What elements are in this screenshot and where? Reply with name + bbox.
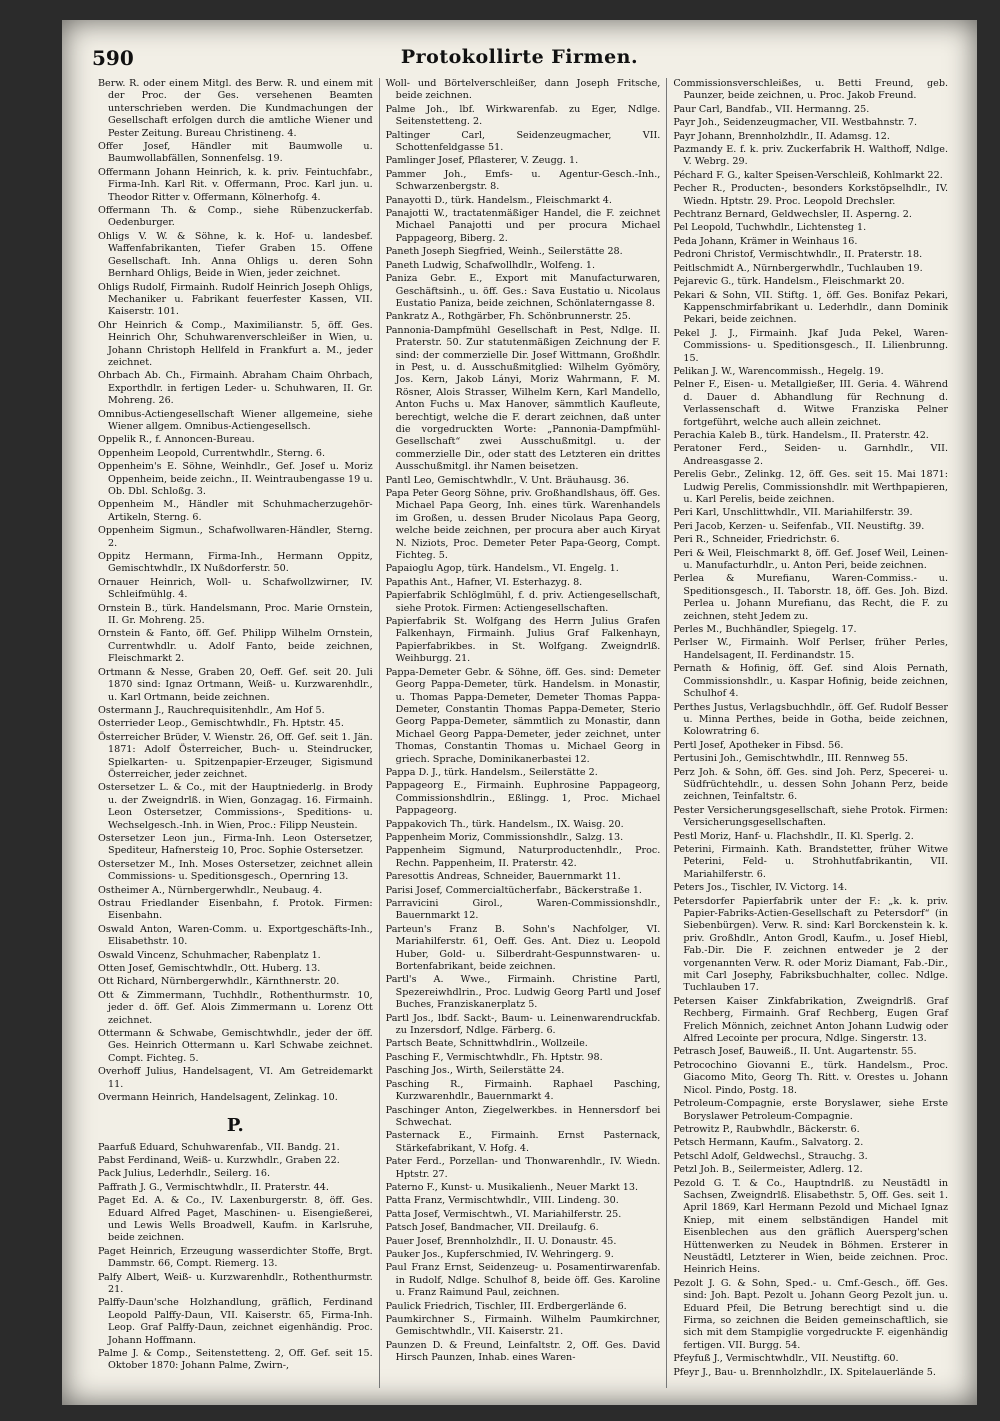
directory-entry: Offermann Th. & Comp., siehe Rübenzuckerfab. Oedenburger. — [98, 205, 373, 229]
directory-entry: Paterno F., Kunst- u. Musikalienh., Neuer Markt 13. — [385, 1181, 639, 1193]
directory-entry: Pauker Jos., Kupferschmied, IV. Wehringerg. 9. — [385, 1248, 614, 1260]
directory-entry: Petroleum-Compagnie, erste Boryslawer, siehe Erste Boryslawer Petroleum-Compagnie. — [673, 1098, 949, 1122]
directory-entry: Pack Julius, Lederhdlr., Seilerg. 16. — [98, 1168, 271, 1180]
directory-entry: Pauer Josef, Brennholzhdlr., II. U. Donaustr. 45. — [385, 1235, 617, 1247]
directory-entry: Pejarevic G., türk. Handelsm., Fleischmarkt 20. — [673, 276, 905, 288]
directory-entry: Pezold G. T. & Co., Hauptndrlß. zu Neustädtl in Sachsen, Zweigndrlß. Elisabethstr. 5, Off. Ges. seit 1. April 1869, Karl Hermann Pezold und Michael Ignaz Kniep, mit einem selbständigen Handel mit Eisenblechen aus den gräflich Auersperg'schen Hüttenwerken zu Neudek in Böhmen. Ersterer in Neustädtl, Letzterer in Wien, beide zeichnen. Proc. Heinrich Heins. — [673, 1177, 949, 1276]
directory-entry: Oswald Vincenz, Schuhmacher, Rabenplatz 1. — [98, 949, 321, 961]
directory-entry: Pazmandy E. f. k. priv. Zuckerfabrik H. Walthoff, Ndlge. V. Webrg. 29. — [673, 144, 949, 168]
directory-entry: Ohligs Rudolf, Firmainh. Rudolf Heinrich Joseph Ohligs, Mechaniker u. Fabrikant feuerfester Kassen, VII. Kaiserstr. 101. — [98, 281, 373, 318]
directory-entry: Paniza Gebr. E., Export mit Manufacturwaren, Geschäftsinh., u. öff. Ges.: Sava Eustatio u. Nicolaus Eustatio Paniza, beide zeichnen, Schönlaterngasse 8. — [385, 273, 661, 309]
directory-entry: Ostrau Friedlander Eisenbahn, f. Protok. Firmen: Eisenbahn. — [98, 898, 373, 922]
directory-entry: Palme J. & Comp., Seitenstetteng. 2, Off. Gef. seit 15. Oktober 1870: Johann Palme, Zwirn-, — [98, 1348, 373, 1372]
directory-entry: Overhoff Julius, Handelsagent, VI. Am Getreidemarkt 11. — [98, 1066, 373, 1090]
directory-entry: Otten Josef, Gemischtwhdlr., Ott. Huberg. 13. — [98, 963, 321, 975]
directory-entry: Petersdorfer Papierfabrik unter der F.: „k. k. priv. Papier-Fabriks-Actien-Gesellschaft zu Petersdorf“ (in Siebenbürgen). Verw. R. sind: Karl Borckenstein k. k. priv. Großhdlr., Anton Grodl, Kaufm., u. Josef Hiebl, Fab.-Dir. Die F. zeichnen entweder je 2 der vorgenannten Verw. R. oder Moriz Diamant, Fab.-Dir., mit Carl Josephy, Fabriksbuchhalter, collec. Ndlge. Tuchlauben 17. — [673, 895, 949, 994]
directory-entry: Partsch Beate, Schnittwhdlrin., Wollzeile. — [385, 1038, 588, 1050]
directory-entry: Perlea & Murefianu, Waren-Commiss.- u. Speditionsgesch., II. Taborstr. 18, öff. Ges. Joh. Bizd. Perlea u. Johann Murefianu, das Recht, die F. zu zeichnen, steht Jedem zu. — [673, 573, 949, 622]
directory-entry: Pasching F., Vermischtwhdlr., Fh. Hptstr. 98. — [385, 1051, 603, 1063]
directory-entry: Perlser W., Firmainh. Wolf Perlser, früher Perles, Handelsagent, II. Ferdinandstr. 15. — [673, 637, 949, 661]
directory-entry: Peri & Weil, Fleischmarkt 8, öff. Gef. Josef Weil, Leinen- u. Manufacturhdlr., u. Anton Peri, beide zeichnen. — [673, 547, 949, 572]
directory-entry: Oppenheim Leopold, Currentwhdlr., Sterng. 6. — [98, 447, 326, 459]
directory-entry: Ornstein & Fanto, öff. Gef. Philipp Wilhelm Ornstein, Currentwhdlr. u. Adolf Fanto, beide zeichnen, Fleischmarkt 2. — [98, 628, 373, 665]
directory-entry: Österreicher Brüder, V. Wienstr. 26, Off. Gef. seit 1. Jän. 1871: Adolf Österreicher, Buch- u. Steindrucker, Spielkarten- u. Spitzenpapier-Erzeuger, Sigismund Österreicher, jeder zeichnet. — [98, 731, 373, 780]
directory-entry: Peterini, Firmainh. Kath. Brandstetter, früher Witwe Peterini, Feld- u. Strohhutfabrikantin, VII. Mariahilferstr. 6. — [673, 843, 949, 880]
directory-entry: Papierfabrik Schlöglmühl, f. d. priv. Actiengesellschaft, siehe Protok. Firmen: Actiengesellschaften. — [385, 590, 661, 614]
directory-entry: Péchard F. G., kalter Speisen-Verschleiß, Kohlmarkt 22. — [673, 169, 943, 181]
directory-entry: Ostheimer A., Nürnbergerwhdlr., Neubaug. 4. — [98, 884, 323, 896]
directory-entry: Pappa-Demeter Gebr. & Söhne, öff. Ges. sind: Demeter Georg Pappa-Demeter, türk. Handelsm. in Monastir, u. Thomas Pappa-Demeter, Demeter Thomas Pappa-Demeter, Constantin Thomas Pappa-Demeter, Sterio Georg Pappa-Demeter, sämmtlich zu Monastir, dann Michael Georg Pappa-Demeter, jeder zeichnet, unter Thomas, Constantin Thomas u. Michael Georg in griech. Sprache, Dominikanerbastei 12. — [385, 666, 661, 765]
directory-entry: Pfeyr J., Bau- u. Brennholzhdlr., IX. Spitelauerlände 5. — [673, 1366, 936, 1378]
directory-entry: Palffy-Daun'sche Holzhandlung, gräflich, Ferdinand Leopold Palffy-Daun, VII. Kaiserstr. 65, Firma-Inh. Leop. Graf Palffy-Daun, zeichnet eigenhändig. Proc. Johann Hoffmann. — [98, 1297, 373, 1346]
directory-entry: Ortmann & Nesse, Graben 20, Oeff. Gef. seit 20. Juli 1870 sind: Ignaz Ortmann, Weiß- u. Kurzwarenhdlr., u. Karl Ortmann, beide zeichnen. — [98, 666, 373, 703]
directory-entry: Oppelik R., f. Annoncen-Bureau. — [98, 434, 255, 446]
directory-entry: Paffrath J. G., Vermischtwhdlr., II. Praterstr. 44. — [98, 1181, 329, 1193]
directory-entry: Paarfuß Eduard, Schuhwarenfab., VII. Bandg. 21. — [98, 1141, 340, 1153]
directory-entry: Oppenheim's E. Söhne, Weinhdlr., Gef. Josef u. Moriz Oppenheim, beide zeichn., II. Weintraubengasse 19 u. Ob. Dbl. Schloßg. 3. — [98, 461, 373, 497]
directory-entry: Perz Joh. & Sohn, öff. Ges. sind Joh. Perz, Specerei- u. Südfrüchtehdlr., u. dessen Sohn Johann Perz, beide zeichnen, Teinfaltstr. 6. — [673, 766, 949, 803]
directory-entry: Parisi Josef, Commercialtücherfabr., Bäckerstraße 1. — [385, 884, 642, 896]
directory-entry: Perelis Gebr., Zelinkg. 12, öff. Ges. seit 15. Mai 1871: Ludwig Perelis, Commissionshdlr. mit Werthpapieren, u. Karl Perelis, beide zeichnen. — [673, 469, 949, 505]
directory-entry: Petschl Adolf, Geldwechsl., Strauchg. 3. — [673, 1150, 868, 1162]
directory-entry: Oppenheim M., Händler mit Schuhmacherzugehör-Artikeln, Sterng. 6. — [98, 499, 373, 523]
directory-entry: Pertl Josef, Apotheker in Fibsd. 56. — [673, 739, 844, 751]
directory-entry: Palme Joh., lbf. Wirkwarenfab. zu Eger, Ndlge. Seitenstetteng. 2. — [385, 103, 661, 128]
directory-entry: Perachia Kaleb B., türk. Handelsm., II. Praterstr. 42. — [673, 429, 929, 441]
directory-entry: Pasternack E., Firmainh. Ernst Pasternack, Stärkefabrikant, V. Hofg. 4. — [385, 1130, 661, 1154]
directory-entry: Pekel J. J., Firmainh. Jkaf Juda Pekel, Waren-Commissions- u. Speditionsgesch., II. Lilienbrunng. 15. — [673, 327, 949, 364]
directory-entry: Payr Johann, Brennholzhdlr., II. Adamsg. 12. — [673, 130, 890, 142]
directory-entry: Ottermann & Schwabe, Gemischtwhdlr., jeder der öff. Ges. Heinrich Ottermann u. Karl Schwabe zeichnet. Compt. Fichteg. 5. — [98, 1028, 373, 1064]
directory-entry: Offermann Johann Heinrich, k. k. priv. Feintuchfabr., Firma-Inh. Karl Rit. v. Offermann, Proc. Karl jun. u. Theodor Ritter v. Offermann, Kölnerhofg. 4. — [98, 166, 373, 203]
directory-entry: Paunzen D. & Freund, Leinfaltstr. 2, Off. Ges. David Hirsch Paunzen, Inhab. eines Waren- — [385, 1339, 661, 1364]
directory-entry: Paneth Ludwig, Schafwollhdlr., Wolfeng. 1. — [385, 259, 596, 271]
directory-entry: Paget Ed. A. & Co., IV. Laxenburgerstr. 8, öff. Ges. Eduard Alfred Paget, Maschinen- u. Eisengießerei, und Lewis Wells Broadwell, Kaufm. in Karlsruhe, beide zeichnen. — [98, 1195, 373, 1244]
directory-entry: Paresottis Andreas, Schneider, Bauernmarkt 11. — [385, 871, 621, 883]
page-title: Protokollirte Firmen. — [400, 46, 639, 68]
directory-entry: Pamlinger Josef, Pflasterer, V. Zeugg. 1. — [385, 155, 579, 167]
directory-entry: Pechtranz Bernard, Geldwechsler, II. Asperng. 2. — [673, 209, 912, 221]
directory-entry: Paul Franz Ernst, Seidenzeug- u. Posamentirwarenfab. in Rudolf, Ndlge. Schulhof 8, beide öff. Ges. Karoline u. Franz Raimund Paul, zeichnen. — [385, 1262, 661, 1299]
section-letter-heading: P. — [226, 1114, 244, 1136]
directory-entry: Berw. R. oder einem Mitgl. des Berw. R. und einem mit der Proc. der Ges. versehenen Beamten unterschrieben werden. Die Kundmachungen der Gesellschaft erfolgen durch die amtliche Wiener und Pester Zeitung. Bureau Christineng. 4. — [98, 78, 373, 139]
directory-entry: Pelikan J. W., Warencommissh., Hegelg. 19. — [673, 365, 884, 377]
directory-entry: Payr Joh., Seidenzeugmacher, VII. Westbahnstr. 7. — [673, 117, 918, 129]
directory-entry: Perles M., Buchhändler, Spiegelg. 17. — [673, 624, 857, 636]
directory-entry: Pelner F., Eisen- u. Metallgießer, III. Geria. 4. Während d. Dauer d. Abhandlung für Rechnung d. Verlassenschaft d. Witwe Franziska Pelner fortgeführt, welche auch allein zeichnet. — [673, 379, 949, 428]
directory-entry: Patsch Josef, Bandmacher, VII. Dreilaufg. 6. — [385, 1222, 599, 1234]
directory-entry: Petersen Kaiser Zinkfabrikation, Zweigndrlß. Graf Rechberg, Firmainh. Graf Rechberg, Eugen Graf Frelich Mönnich, zeichnet Anton Johann Ludwig oder Alfred Lecointe per procura, Ndlge. Singerstr. 13. — [673, 995, 949, 1045]
directory-entry: Pfeyfuß J., Vermischtwhdlr., VII. Neustiftg. 60. — [673, 1353, 899, 1365]
directory-entry: Ohligs V. W. & Söhne, k. k. Hof- u. landesbef. Waffenfabrikanten, Tiefer Graben 15. Offene Gesellschaft. Inh. Anna Ohligs u. deren Sohn Bernhard Ohligs, Beide in Wien, jeder zeichnet. — [98, 230, 373, 280]
directory-entry: Partl Jos., lbdf. Sackt-, Baum- u. Leinenwarendruckfab. zu Inzersdorf, Ndlge. Färberg. 6. — [385, 1012, 661, 1037]
directory-entry: Oswald Anton, Waren-Comm. u. Exportgeschäfts-Inh., Elisabethstr. 10. — [98, 923, 373, 948]
directory-entry: Pabst Ferdinand, Weiß- u. Kurzwhdlr., Graben 22. — [98, 1154, 340, 1166]
directory-entry: Peri Jacob, Kerzen- u. Seifenfab., VII. Neustiftg. 39. — [673, 520, 925, 532]
directory-entry: Oppenheim Sigmun., Schafwollwaren-Händler, Sterng. 2. — [98, 525, 373, 549]
directory-entry: Papierfabrik St. Wolfgang des Herrn Julius Grafen Falkenhayn, Firmainh. Julius Graf Falkenhayn, Papierfabrikbes. in St. Wolfgang. Zweigndrlß. Weihburgg. 21. — [385, 616, 661, 665]
page-header — [62, 40, 977, 80]
directory-entry: Perthes Justus, Verlagsbuchhdlr., öff. Gef. Rudolf Besser u. Minna Perthes, beide in Gotha, beide zeichnen, Kolowratring 6. — [673, 701, 949, 738]
directory-entry: Pedroni Christof, Vermischtwhdlr., II. Praterstr. 18. — [673, 249, 923, 261]
directory-entry: Ott & Zimmermann, Tuchhdlr., Rothenthurmstr. 10, jeder d. öff. Gef. Alois Zimmermann u. Lorenz Ott zeichnet. — [98, 989, 373, 1026]
directory-entry: Paur Carl, Bandfab., VII. Hermanng. 25. — [673, 103, 870, 115]
directory-entry: Petrasch Josef, Bauweiß., II. Unt. Augartenstr. 55. — [673, 1046, 917, 1058]
directory-entry: Pappakovich Th., türk. Handelsm., IX. Waisg. 20. — [385, 818, 624, 830]
directory-entry: Pammer Joh., Emfs- u. Agentur-Gesch.-Inh., Schwarzenbergstr. 8. — [385, 168, 661, 193]
directory-entry: Offer Josef, Händler mit Baumwolle u. Baumwollabfällen, Sonnenfelsg. 19. — [98, 141, 373, 165]
directory-entry: Omnibus-Actiengesellschaft Wiener allgemeine, siehe Wiener allgem. Omnibus-Actiengesellsch. — [98, 408, 373, 432]
directory-entry: Paumkirchner S., Firmainh. Wilhelm Paumkirchner, Gemischtwhdlr., VII. Kaiserstr. 21. — [385, 1314, 661, 1338]
column-middle — [379, 78, 667, 1388]
directory-entry: Petrowitz P., Raubwhdlr., Bäckerstr. 6. — [673, 1123, 860, 1135]
directory-entry: Pezolt J. G. & Sohn, Sped.- u. Cmf.-Gesch., öff. Ges. sind: Joh. Bapt. Pezolt u. Johann Georg Pezolt jun. u. Eduard Pfeil, Die Betrung berechtigt sind u. die Firma, so zeichnen die Beiden gemeinschaftlich, sie sich mit dem Stampiglie vorgedruckte F. eigenhändig fertigen. VII. Burgg. 54. — [673, 1277, 949, 1351]
directory-entry: Partl's A. Wwe., Firmainh. Christine Partl, Spezereiwhdlrin., Proc. Ludwig Georg Partl und Josef Buches, Franziskanerplatz 5. — [385, 974, 661, 1011]
directory-entry: Pasching R., Firmainh. Raphael Pasching, Kurzwarenhdlr., Bauernmarkt 4. — [385, 1078, 661, 1103]
directory-entry: Ostersetzer L. & Co., mit der Hauptniederlg. in Brody u. der Zweigndrlß. in Wien, Gonzagag. 16. Firmainh. Leon Ostersetzer, Commissions-, Speditions- u. Wechselgesch.-Inh. in Wien, Proc.: Filipp Neustein. — [98, 782, 373, 831]
directory-entry: Paulick Friedrich, Tischler, III. Erdbergerlände 6. — [385, 1300, 627, 1312]
directory-entry: Peri Karl, Unschlittwhdlr., VII. Mariahilferstr. 39. — [673, 507, 913, 519]
directory-entry: Commissionsverschleißes, u. Betti Freund, geb. Paunzer, beide zeichnen, u. Proc. Jakob Freund. — [673, 78, 949, 102]
directory-entry: Peri R., Schneider, Friedrichstr. 6. — [673, 534, 840, 546]
column-right — [666, 78, 954, 1388]
directory-entry: Petzl Joh. B., Seilermeister, Adlerg. 12. — [673, 1164, 863, 1176]
directory-entry: Paneth Joseph Siegfried, Weinh., Seilerstätte 28. — [385, 246, 623, 258]
directory-entry: Ohr Heinrich & Comp., Maximilianstr. 5, öff. Ges. Heinrich Ohr, Schuhwarenverschleißer in Wien, u. Johann Christoph Hellfeld in Frankfurt a. M., jeder zeichnet. — [98, 319, 373, 368]
directory-entry: Pannonia-Dampfmühl Gesellschaft in Pest, Ndlge. II. Praterstr. 50. Zur statutenmäßigen Zeichnung der F. sind: der commerzielle Dir. Josef Wittmann, Großhdlr. in Pest, u. d. Ausschußmitglied: Wilhelm Gyömöry, Jos. Kern, Jakob Lányi, Moriz Wahrmann, F. M. Rösner, Alois Strasser, Wilhelm Kern, Karl Mandello, Anton Fuchs u. Max Hanover, sämmtlich Kaufleute, berechtigt, welche die F. derart zeichnen, daß unter die vorgedruckten Worte: „Pannonia-Dampfmühl-Gesellschaft“ zwei Ausschußmitgl. u. der commerzielle Dir., oder statt des Letzteren ein drittes Ausschußmitgl. ihr Namen beisetzen. — [385, 324, 661, 473]
directory-entry: Papathis Ant., Hafner, VI. Esterhazyg. 8. — [385, 576, 583, 588]
directory-entry: Pankratz A., Rothgärber, Fh. Schönbrunnerstr. 25. — [385, 311, 631, 323]
directory-entry: Ornstein B., türk. Handelsmann, Proc. Marie Ornstein, II. Gr. Mohreng. 25. — [98, 602, 373, 627]
directory-entry: Peters Jos., Tischler, IV. Victorg. 14. — [673, 882, 848, 894]
directory-entry: Overmann Heinrich, Handelsagent, Zelinkag. 10. — [98, 1092, 338, 1104]
directory-entry: Pester Versicherungsgesellschaft, siehe Protok. Firmen: Versicherungsgesellschaften. — [673, 804, 949, 829]
page-number: 590 — [92, 46, 134, 70]
text-columns — [92, 78, 954, 1388]
directory-entry: Pertusini Joh., Gemischtwhdlr., III. Rennweg 55. — [673, 753, 909, 765]
directory-entry: Paschinger Anton, Ziegelwerkbes. in Hennersdorf bei Schwechat. — [385, 1104, 661, 1128]
directory-entry: Peitlschmidt A., Nürnbergerwhdlr., Tuchlauben 19. — [673, 262, 923, 274]
directory-entry: Ostermann J., Rauchrequisitenhdlr., Am Hof 5. — [98, 704, 325, 716]
directory-entry: Pekari & Sohn, VII. Stiftg. 1, öff. Ges. Bonifaz Pekari, Kappenschmirfabrikant u. Lederhdlr., dann Dominik Pekari, beide zeichnen. — [673, 289, 949, 326]
directory-entry: Woll- und Börtelverschleißer, dann Joseph Fritsche, beide zeichnen. — [385, 78, 661, 102]
directory-entry: Pappenheim Sigmund, Naturproductenhdlr., Proc. Rechn. Pappenheim, II. Praterstr. 42. — [385, 845, 661, 869]
directory-entry: Pecher R., Producten-, besonders Korkstöpselhdlr., IV. Wiedn. Hptstr. 29. Proc. Leopold Drechsler. — [673, 183, 949, 207]
directory-entry: Parteun's Franz B. Sohn's Nachfolger, VI. Mariahilferstr. 61, Oeff. Ges. Ant. Diez u. Leopold Huber, Gold- u. Silberdraht-Gespunnstwaren- u. Bortenfabrikant, beide zeichnen. — [385, 923, 661, 973]
directory-entry: Ohrbach Ab. Ch., Firmainh. Abraham Chaim Ohrbach, Exporthdlr. in fertigen Leder- u. Schuhwaren, II. Gr. Mohreng. 26. — [98, 370, 373, 407]
directory-entry: Pater Ferd., Porzellan- und Thonwarenhdlr., IV. Wiedn. Hptstr. 27. — [385, 1156, 661, 1180]
directory-entry: Pappageorg E., Firmainh. Euphrosine Pappageorg, Commissionshdlrin., Eßlingg. 1, Proc. Michael Pappageorg. — [385, 780, 661, 817]
directory-entry: Pestl Moriz, Hanf- u. Flachshdlr., II. Kl. Sperlg. 2. — [673, 830, 914, 842]
directory-entry: Pasching Jos., Wirth, Seilerstätte 24. — [385, 1065, 565, 1077]
directory-entry: Parravicini Girol., Waren-Commissionshdlr., Bauernmarkt 12. — [385, 898, 661, 922]
directory-entry: Ostersetzer Leon jun., Firma-Inh. Leon Ostersetzer, Spediteur, Hafnersteig 10, Proc. Sophie Ostersetzer. — [98, 832, 373, 857]
directory-entry: Palfy Albert, Weiß- u. Kurzwarenhdlr., Rothenthurmstr. 21. — [98, 1271, 373, 1295]
document-page — [62, 20, 977, 1405]
directory-entry: Pappenheim Moriz, Commissionshdlr., Salzg. 13. — [385, 831, 624, 843]
directory-entry: Panajotti W., tractatenmäßiger Handel, die F. zeichnet Michael Panajotti und per procura Michael Pappageorg, Biberg. 2. — [385, 208, 661, 244]
directory-entry: Petrocochino Giovanni E., türk. Handelsm., Proc. Giacomo Mito, Georg Th. Ritt. v. Orestes u. Johann Nicol. Pindo, Postg. 18. — [673, 1059, 949, 1096]
directory-entry: Ornauer Heinrich, Woll- u. Schafwollzwirner, IV. Schleifmühlg. 4. — [98, 576, 373, 601]
directory-entry: Papaioglu Agop, türk. Handelsm., VI. Engelg. 1. — [385, 563, 619, 575]
directory-entry: Paget Heinrich, Erzeugung wasserdichter Stoffe, Brgt. Dammstr. 66, Compt. Riemerg. 13. — [98, 1245, 373, 1270]
directory-entry: Ott Richard, Nürnbergerwhdlr., Kärnthnerstr. 20. — [98, 976, 340, 988]
directory-entry: Panayotti D., türk. Handelsm., Fleischmarkt 4. — [385, 194, 612, 206]
directory-entry: Ostersetzer M., Inh. Moses Ostersetzer, zeichnet allein Commissions- u. Speditionsgesch., Opernring 13. — [98, 858, 373, 883]
directory-entry: Peratoner Ferd., Seiden- u. Garnhdlr., VII. Andreasgasse 2. — [673, 443, 949, 467]
directory-entry: Osterrieder Leop., Gemischtwhdlr., Fh. Hptstr. 45. — [98, 718, 344, 730]
directory-entry: Papa Peter Georg Söhne, priv. Großhandlshaus, öff. Ges. Michael Papa Georg, Inh. eines türk. Warenhandels im Großen, u. dessen Bruder Nicolaus Papa Georg, welche beide zeichnen, per procura aber auch Kiryat N. Niziots, Proc. Demeter Peter Papa-Georg, Compt. Fichteg. 5. — [385, 488, 661, 562]
directory-entry: Pantl Leo, Gemischtwhdlr., V. Unt. Bräuhausg. 36. — [385, 474, 630, 486]
directory-entry: Patta Franz, Vermischtwhdlr., VIII. Lindeng. 30. — [385, 1195, 619, 1207]
directory-entry: Petsch Hermann, Kaufm., Salvatorg. 2. — [673, 1137, 864, 1149]
directory-entry: Pernath & Hofinig, öff. Gef. sind Alois Pernath, Commissionshdlr., u. Kaspar Hofinig, beide zeichnen, Schulhof 4. — [673, 663, 949, 700]
directory-entry: Peda Johann, Krämer in Weinhaus 16. — [673, 235, 858, 247]
directory-entry: Oppitz Hermann, Firma-Inh., Hermann Oppitz, Gemischtwhdlr., IX Nußdorferstr. 50. — [98, 551, 373, 575]
directory-entry: Paltinger Carl, Seidenzeugmacher, VII. Schottenfeldgasse 51. — [385, 129, 661, 154]
directory-entry: Patta Josef, Vermischtwh., VI. Mariahilferstr. 25. — [385, 1208, 622, 1220]
column-left — [92, 78, 379, 1388]
directory-entry: Pel Leopold, Tuchwhdlr., Lichtensteg 1. — [673, 222, 867, 234]
directory-entry: Pappa D. J., türk. Handelsm., Seilerstätte 2. — [385, 766, 598, 778]
